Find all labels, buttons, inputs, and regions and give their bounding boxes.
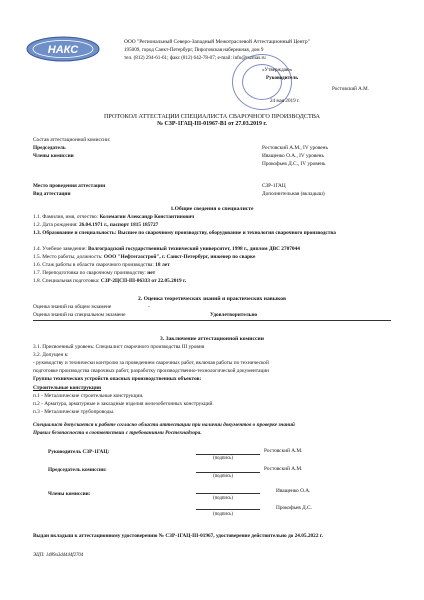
s1-line8: 1.8. Специальная подготовка: СЗР-2ЦСП-III-06333 от 22.05.2019 г. <box>33 278 187 284</box>
special-exam-label: Оценка знаний на специальном экзамене <box>33 312 126 318</box>
logo-text: НАКС <box>47 44 79 56</box>
place-label: Место проведения аттестации <box>33 183 106 189</box>
s3-line1: 3.1. Присвоенный уровень: Специалист сварочного производства III уровня <box>33 344 205 350</box>
type-label: Вид аттестации <box>33 191 71 197</box>
sign-chair-line <box>196 472 260 473</box>
groups-heading: Группы технических устройств опасных производственных объектов: <box>33 376 202 382</box>
s1-line6: 1.6. Стаж работы в области сварочного производства: 18 лет <box>33 262 170 268</box>
building-heading: Строительные конструкции <box>33 385 102 391</box>
approve-date: 24 мая 2019 г. <box>270 98 300 104</box>
section1-title: 1.Общие сведения о специалисте <box>170 206 254 212</box>
member-2: Прокофьев Д.С., IV уровень <box>262 161 326 167</box>
sign-caption: (подпись) <box>213 474 233 479</box>
protocol-title: ПРОТОКОЛ АТТЕСТАЦИИ СПЕЦИАЛИСТА СВАРОЧНОГО ПРОИЗВОДСТВА <box>103 113 321 120</box>
approve-label: «Утверждаю» <box>262 67 293 73</box>
group-item-3: п.3 - Металлические трубопроводы. <box>33 409 115 415</box>
s1-line4: 1.4. Учебное заведение: Волгоградский государственный технический университет, 1998 г., диплом ДВС 2707044 <box>33 246 300 252</box>
issued-note: Выдан вкладыш к аттестационному удостоверению № СЗР-1ГАЦ-III-01967, удостоверение действительно до 24.05.2022 г. <box>33 533 323 539</box>
sign-member2-line <box>196 509 260 510</box>
sign-chair-label: Председатель комиссии: <box>48 467 107 473</box>
sign-members-label: Члены комиссии: <box>48 491 91 497</box>
members-label: Члены комиссии <box>33 153 74 159</box>
note-line2: Правил безопасности в соответствии с требованиями Ростехнадзора. <box>33 430 202 436</box>
commission-heading: Состав аттестационной комиссии: <box>33 137 111 143</box>
s1-line7: 1.7. Переподготовка по сварочному производству: нет <box>33 270 156 276</box>
type-value: Дополнительная (вкладыш) <box>262 191 325 197</box>
sign-caption: (подпись) <box>213 496 233 501</box>
org-contacts: тел. (812) 294-61-61; факс (812) 642-78-07; e-mail: info@rszmas.ru <box>124 55 266 61</box>
place-value: СЗР-1ГАЦ <box>262 183 286 189</box>
sign-head-line <box>196 454 260 455</box>
sign-member1-name: Иващенко О.А. <box>276 488 311 494</box>
org-name: ООО "Региональный Северо-Западный Межотраслевой Аттестационный Центр" <box>124 39 310 45</box>
special-exam-value: Удовлетворительно <box>210 312 258 318</box>
group-item-2: п.2 - Арматура, арматурные и закладные изделия железобетонных конструкций. <box>33 401 214 407</box>
s3-line3: - руководству и технически контролю за проведением сварочных работ, включая работы по технической <box>33 360 269 366</box>
section3-title: 3. Заключение аттестационной комиссии <box>160 336 264 342</box>
s1-line5: 1.5. Место работы, должность: ООО "Нефтегазстрой", г. Санкт-Петербург, инженер по сварке <box>33 254 256 260</box>
note-line1: Специалист допускается к работе согласно области аттестации при наличии документов о проверке знаний <box>33 422 295 428</box>
sign-head-name: Ростовский А.М. <box>264 448 303 454</box>
protocol-number: № СЗР-1ГАЦ-III-01967-В1 от 27.03.2019 г. <box>157 121 267 127</box>
sign-caption: (подпись) <box>213 512 233 517</box>
sign-head-label: Руководитель СЗР-1ГАЦ: <box>48 449 110 455</box>
eds-code: ЭЦП: 1489a3dd444f2704 <box>33 553 84 558</box>
sign-member2-name: Прокофьев Д.С. <box>276 505 312 511</box>
chairman-label: Председатель <box>33 145 66 151</box>
s3-line2: 3.2. Допущен к: <box>33 352 69 358</box>
sign-caption: (подпись) <box>213 456 233 461</box>
sign-member1-line <box>196 493 260 494</box>
member-1: Иващенко О.А., IV уровень <box>262 153 324 159</box>
general-exam-label: Оценка знаний на общем экзамене <box>33 304 112 310</box>
section2-title: 2. Оценка теоретических знаний и практических навыков <box>138 296 286 302</box>
org-address: 195009, город Санкт-Петербург, Пироговская набережная, дом 9 <box>124 47 264 53</box>
s1-line3: 1.3. Образование и специальность: Высшее по сварочному производству, оборудование и технология сварочного производства <box>33 230 336 236</box>
s3-line4: подготовке производства сварочных работ, разработку производственно-технологической документации <box>33 368 269 374</box>
approve-signature: Ростовский А.М. <box>332 86 369 92</box>
sign-chair-name: Ростовский А.М. <box>264 466 303 472</box>
chairman-value: Ростовский А.М., IV уровень <box>262 145 328 151</box>
naks-logo <box>26 36 100 62</box>
approve-role: Руководитель <box>266 75 298 81</box>
s1-line2: 1.2. Дата рождения: 26.04.1971 г., паспорт 1815 185727 <box>33 222 159 228</box>
general-exam-value: - <box>148 304 150 310</box>
section-divider <box>33 320 391 321</box>
group-item-1: п.1 - Металлические строительные конструкции. <box>33 393 144 399</box>
s1-line1: 1.1. Фамилия, имя, отчество: Колемагин Александр Константинович <box>33 214 195 220</box>
